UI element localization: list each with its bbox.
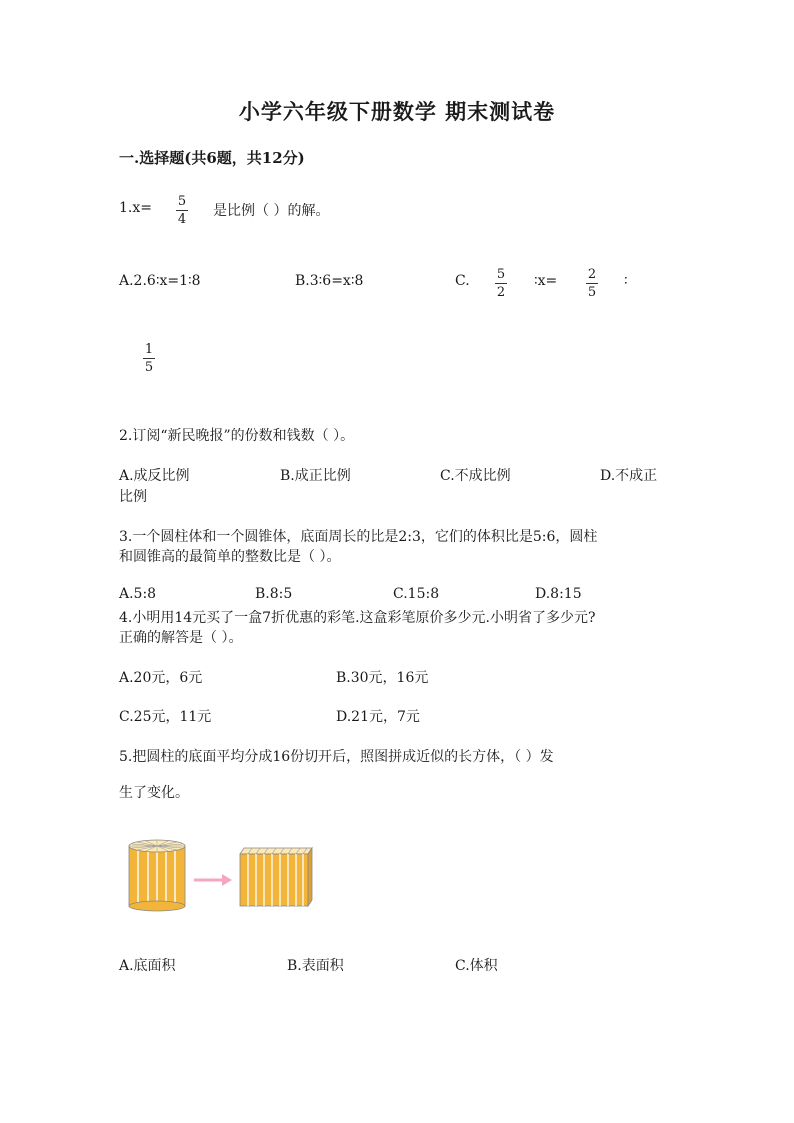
q3-option-a[interactable]: A.5:8: [119, 586, 157, 602]
q1-option-c-frac1: [495, 267, 507, 300]
cuboid-icon: [240, 848, 312, 906]
q4-option-c[interactable]: C.25元，11元: [119, 709, 212, 725]
section-heading: 一.选择题(共6题，共12分): [119, 149, 305, 167]
q2-option-c[interactable]: C.不成比例: [440, 468, 511, 484]
q5-line2: 生了变化。: [119, 785, 189, 801]
q4-line2: 正确的解答是（ ）。: [119, 630, 243, 646]
arrow-right-icon: [194, 874, 232, 886]
q2-option-d-wrap: 比例: [119, 489, 147, 505]
q2-option-d[interactable]: D.不成正: [600, 468, 658, 484]
q2-text: 2.订阅“新民晚报”的份数和钱数（ ）。: [119, 428, 355, 444]
q1-fraction: [176, 194, 188, 227]
q1-option-c-prefix[interactable]: C.: [455, 273, 470, 289]
c-frac1-num: 5: [496, 267, 506, 282]
fraction-bar: [586, 283, 598, 284]
page-title: 小学六年级下册数学 期末测试卷: [238, 99, 556, 124]
c-frac3-num: 1: [144, 342, 154, 357]
fraction-bar: [495, 283, 507, 284]
cylinder-icon: [129, 840, 185, 911]
q2-option-a[interactable]: A.成反比例: [119, 468, 190, 484]
q3-line2: 和圆锥高的最简单的整数比是（ ）。: [119, 549, 341, 565]
q5-option-b[interactable]: B.表面积: [287, 958, 344, 974]
q1-option-b[interactable]: B.3∶6=x∶8: [295, 273, 364, 289]
c-frac2-num: 2: [587, 267, 597, 282]
q1-option-a[interactable]: A.2.6∶x=1∶8: [119, 273, 201, 289]
fraction-bar: [176, 210, 188, 211]
q4-option-a[interactable]: A.20元，6元: [119, 670, 203, 686]
q3-option-c[interactable]: C.15:8: [393, 586, 440, 602]
q4-line1: 4.小明用14元买了一盒7折优惠的彩笔.这盒彩笔原价多少元.小明省了多少元?: [119, 610, 596, 626]
q4-option-d[interactable]: D.21元，7元: [336, 709, 420, 725]
q1-frac-den: 4: [177, 212, 187, 227]
c-frac3-den: 5: [144, 360, 154, 375]
q4-option-b[interactable]: B.30元，16元: [336, 670, 429, 686]
q5-option-a[interactable]: A.底面积: [119, 958, 176, 974]
q1-option-c-colon: ∶: [624, 273, 628, 289]
q1-option-c-mid: ∶x=: [534, 273, 558, 289]
q3-option-d[interactable]: D.8:15: [535, 586, 582, 602]
q3-line1: 3.一个圆柱体和一个圆锥体，底面周长的比是2:3，它们的体积比是5:6，圆柱: [119, 529, 598, 545]
q1-prefix: 1.x=: [119, 200, 152, 216]
q2-option-b[interactable]: B.成正比例: [280, 468, 351, 484]
q1-frac-num: 5: [177, 194, 187, 209]
q5-option-c[interactable]: C.体积: [455, 958, 498, 974]
q1-suffix: 是比例（ ）的解。: [213, 203, 330, 219]
q1-option-c-frac2: [586, 267, 598, 300]
c-frac2-den: 5: [587, 285, 597, 300]
q1-option-c-frac3: [143, 342, 155, 375]
cylinder-to-cuboid-figure: [126, 836, 320, 914]
q3-option-b[interactable]: B.8:5: [255, 586, 293, 602]
c-frac1-den: 2: [496, 285, 506, 300]
q5-line1: 5.把圆柱的底面平均分成16份切开后，照图拼成近似的长方体，（ ）发: [119, 749, 554, 765]
fraction-bar: [143, 358, 155, 359]
